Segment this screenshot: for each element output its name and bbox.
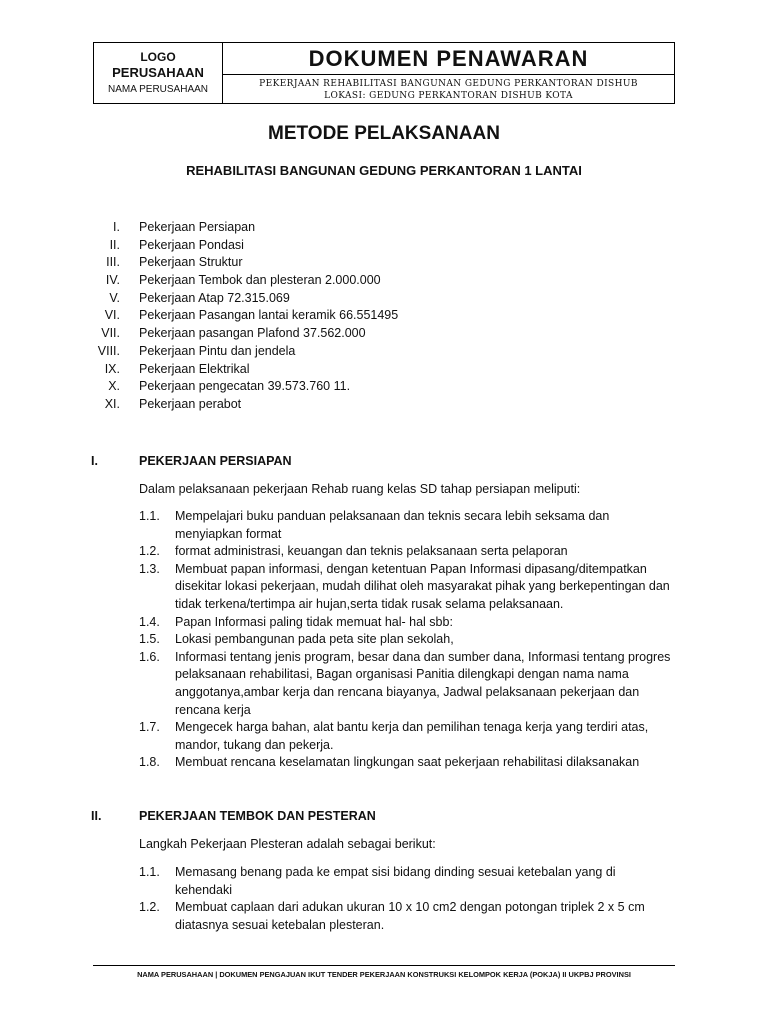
toc-text: Pekerjaan Struktur (139, 255, 243, 270)
page-title: METODE PELAKSANAAN (268, 123, 500, 144)
item-text: Mempelajari buku panduan pelaksanaan dan teknis secara lebih seksama dan menyiapkan format (175, 509, 610, 541)
item-number: 1.1. (139, 509, 160, 523)
toc-item (0, 220, 768, 238)
toc-item (0, 255, 768, 273)
toc-number: IV. (105, 273, 120, 288)
page-subtitle: REHABILITASI BANGUNAN GEDUNG PERKANTORAN 1 LANTAI (186, 163, 582, 178)
item-text: Memasang benang pada ke empat sisi bidang dinding sesuai ketebalan yang di kehendaki (175, 865, 616, 897)
item-number: 1.4. (139, 614, 160, 629)
item-number: 1.5. (139, 632, 160, 647)
section-item-list (0, 864, 768, 934)
item-text: Membuat papan informasi, dengan ketentuan Papan Informasi dipasang/ditempatkan disekitar lokasi pekerjaan, mudah dilihat oleh masyarakat pihak yang berkepentingan dan tidak terkena/tertimpa air hujan,serta tidak rusak selama pelaksanaan. (175, 561, 670, 611)
toc-text: Pekerjaan pasangan Plafond 37.562.000 (139, 326, 366, 341)
header-subtitle-line-2: LOKASI: GEDUNG PERKANTORAN DISHUB KOTA (324, 91, 573, 101)
toc-number: III. (106, 255, 120, 270)
item-number: 1.3. (139, 561, 160, 576)
toc-item (0, 291, 768, 309)
toc-text: Pekerjaan Pintu dan jendela (139, 343, 296, 358)
item-number: 1.1. (139, 865, 160, 879)
toc-number: X. (108, 379, 120, 394)
list-item (0, 631, 768, 649)
item-number: 1.2. (139, 900, 160, 915)
item-text: Mengecek harga bahan, alat bantu kerja dan pemilihan tenaga kerja yang terdiri atas, mandor, tukang dan pekerja. (175, 720, 649, 752)
toc-item (0, 344, 768, 362)
item-text: Informasi tentang jenis program, besar dana dan sumber dana, Informasi tentang progres pelaksanaan rehabilitasi, Bagan organisasi Panitia dilengkapi dengan nama nama anggotanya,ambar kerja dan rencana biayanya, Jadwal pelaksanaan pekerjaan dan rencana kerja (175, 649, 671, 717)
list-item (0, 719, 768, 754)
item-text: Papan Informasi paling tidak memuat hal- hal sbb: (175, 614, 453, 629)
toc-number: VI. (104, 308, 120, 323)
header-title-block (223, 43, 674, 103)
header-title: DOKUMEN PENAWARAN (223, 43, 674, 75)
header-subtitle (223, 75, 674, 103)
toc-number: XI. (104, 396, 120, 411)
header-subtitle-line-1: PEKERJAAN REHABILITASI BANGUNAN GEDUNG PERKANTORAN DISHUB (259, 79, 638, 89)
item-number: 1.7. (139, 720, 160, 735)
toc-number: V. (109, 290, 120, 305)
toc-number: VIII. (97, 343, 120, 358)
toc-item (0, 273, 768, 291)
item-text: Membuat caplaan dari adukan ukuran 10 x 10 cm2 dengan potongan triplek 2 x 5 cm diatasnya sesuai ketebalan plesteran. (175, 900, 645, 932)
item-number: 1.2. (139, 544, 160, 559)
table-of-contents (0, 220, 768, 415)
list-item (0, 649, 768, 719)
list-item (0, 561, 768, 614)
toc-number: I. (113, 220, 120, 234)
toc-text: Pekerjaan pengecatan 39.573.760 11. (139, 379, 351, 394)
list-item (0, 864, 768, 899)
logo-block (94, 43, 223, 103)
toc-number: IX. (104, 361, 120, 376)
section-intro: Dalam pelaksanaan pekerjaan Rehab ruang kelas SD tahap persiapan meliputi: (139, 482, 581, 496)
list-item (0, 754, 768, 772)
list-item (0, 614, 768, 632)
toc-number: VII. (101, 326, 120, 341)
toc-item (0, 326, 768, 344)
toc-number: II. (109, 237, 120, 252)
section-number: II. (91, 809, 102, 823)
item-text: Membuat rencana keselamatan lingkungan saat pekerjaan rehabilitasi dilaksanakan (175, 755, 640, 770)
section-title: PEKERJAAN TEMBOK DAN PESTERAN (139, 809, 376, 823)
toc-item (0, 362, 768, 380)
toc-text: Pekerjaan Atap 72.315.069 (139, 290, 290, 305)
section-item-list (0, 508, 768, 772)
toc-text: Pekerjaan Elektrikal (139, 361, 250, 376)
section-intro: Langkah Pekerjaan Plesteran adalah sebagai berikut: (139, 837, 436, 851)
toc-text: Pekerjaan Pasangan lantai keramik 66.551495 (139, 308, 399, 323)
toc-item (0, 308, 768, 326)
toc-text: Pekerjaan Pondasi (139, 237, 244, 252)
logo-text: LOGO (140, 49, 176, 64)
toc-text: Pekerjaan Persiapan (139, 220, 256, 234)
document-header (93, 42, 675, 104)
item-number: 1.8. (139, 755, 160, 770)
company-name: NAMA PERUSAHAAN (107, 83, 209, 95)
item-text: Lokasi pembangunan pada peta site plan sekolah, (175, 632, 454, 647)
section-title: PEKERJAAN PERSIAPAN (139, 454, 292, 468)
list-item (0, 543, 768, 561)
item-text: format administrasi, keuangan dan teknis pelaksanaan serta pelaporan (175, 544, 568, 559)
toc-text: Pekerjaan perabot (139, 396, 242, 411)
toc-text: Pekerjaan Tembok dan plesteran 2.000.000 (139, 273, 381, 288)
page-footer: NAMA PERUSAHAAN | DOKUMEN PENGAJUAN IKUT TENDER PEKERJAAN KONSTRUKSI KELOMPOK KERJA (POKJA) II UKPBJ PROVINSI (93, 965, 675, 979)
company-label: PERUSAHAAN (112, 64, 204, 80)
list-item (0, 508, 768, 543)
toc-item (0, 397, 768, 415)
toc-item (0, 238, 768, 256)
toc-item (0, 379, 768, 397)
list-item (0, 899, 768, 934)
section-number: I. (91, 454, 98, 468)
item-number: 1.6. (139, 649, 160, 664)
